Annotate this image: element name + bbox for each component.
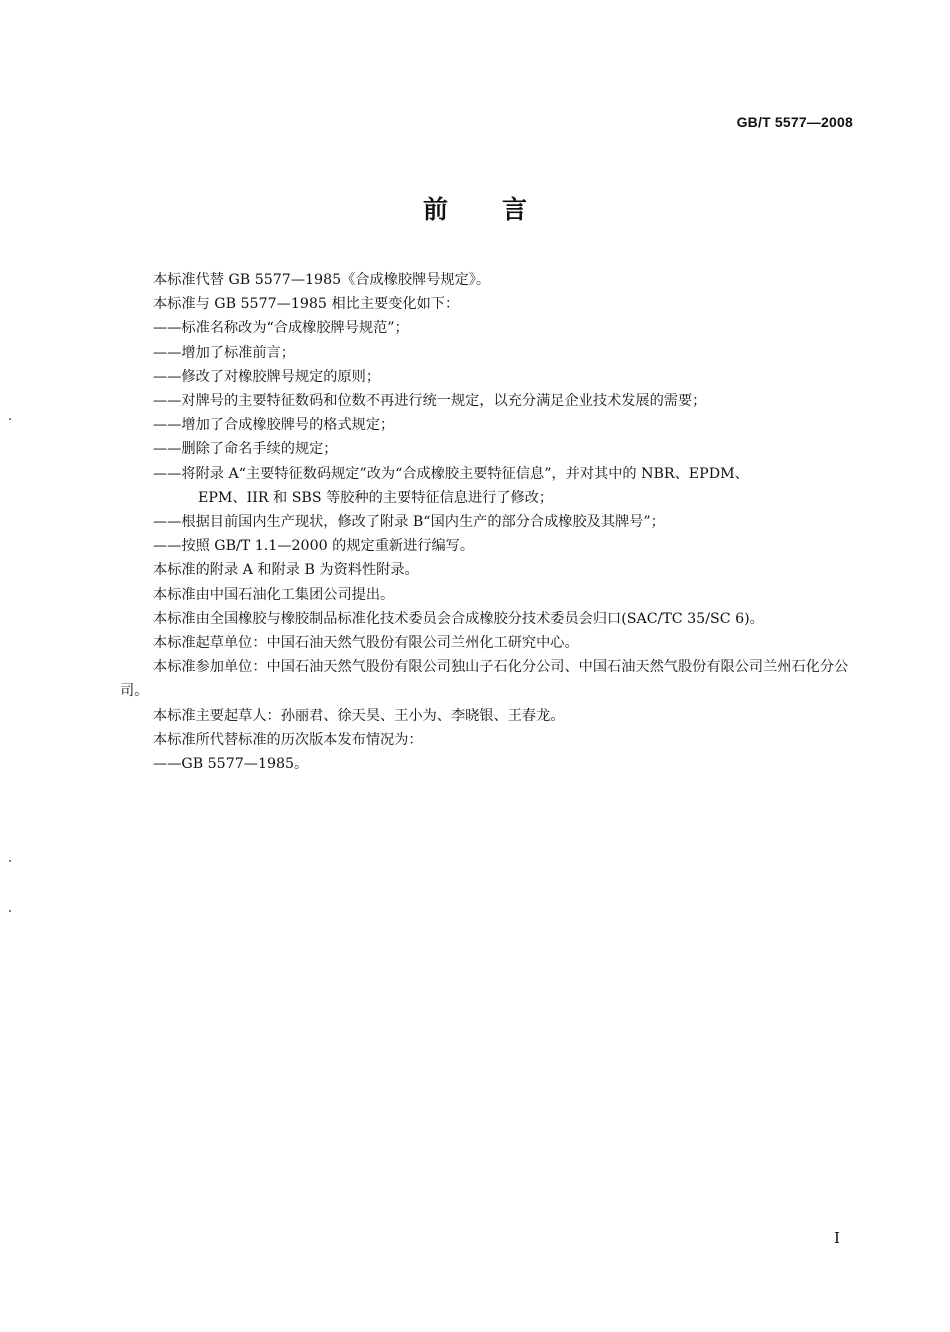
change-item-9: ——按照 GB/T 1.1—2000 的规定重新进行编写。: [153, 538, 475, 555]
page-number: I: [834, 1229, 840, 1247]
scan-speck: [9, 910, 11, 912]
paragraph-history-intro: 本标准所代替标准的历次版本发布情况为：: [153, 731, 423, 748]
paragraph-changes-intro: 本标准与 GB 5577—1985 相比主要变化如下：: [153, 296, 460, 313]
change-item-7-line-2: EPM、IIR 和 SBS 等胶种的主要特征信息进行了修改；: [198, 489, 554, 506]
change-item-1: ——标准名称改为“合成橡胶牌号规范”；: [153, 320, 409, 337]
change-item-7-line-1: ——将附录 A“主要特征数码规定”改为“合成橡胶主要特征信息”，并对其中的 NBR、EPDM、: [153, 465, 749, 482]
paragraph-technical-committee: 本标准由全国橡胶与橡胶制品标准化技术委员会合成橡胶分技术委员会归口(SAC/TC 35/SC 6)。: [153, 610, 764, 627]
paragraph-drafting-unit: 本标准起草单位：中国石油天然气股份有限公司兰州化工研究中心。: [153, 635, 579, 652]
paragraph-drafters: 本标准主要起草人：孙丽君、徐天昊、王小为、李晓银、王春龙。: [153, 707, 565, 724]
change-item-3: ——修改了对橡胶牌号规定的原则；: [153, 368, 381, 385]
change-item-8: ——根据目前国内生产现状，修改了附录 B“国内生产的部分合成橡胶及其牌号”；: [153, 514, 665, 531]
change-item-2: ——增加了标准前言；: [153, 344, 295, 361]
title-char-2: 言: [502, 195, 528, 224]
change-item-6: ——删除了命名手续的规定；: [153, 441, 338, 458]
paragraph-proposed-by: 本标准由中国石油化工集团公司提出。: [153, 586, 395, 603]
paragraph-annexes: 本标准的附录 A 和附录 B 为资料性附录。: [153, 562, 419, 579]
title-char-1: 前: [422, 195, 448, 224]
paragraph-replaces: 本标准代替 GB 5577—1985《合成橡胶牌号规定》。: [153, 272, 491, 288]
change-item-5: ——增加了合成橡胶牌号的格式规定；: [153, 417, 395, 434]
history-item-1: ——GB 5577—1985。: [153, 756, 309, 773]
scan-speck: [9, 418, 11, 420]
change-item-7: [120, 462, 860, 510]
scan-speck: [9, 860, 11, 862]
standard-number: GB/T 5577—2008: [736, 114, 853, 130]
foreword-body: [120, 268, 860, 776]
page-title: [0, 190, 950, 226]
change-item-4: ——对牌号的主要特征数码和位数不再进行统一规定，以充分满足企业技术发展的需要；: [153, 393, 707, 410]
paragraph-participating-units: 本标准参加单位：中国石油天然气股份有限公司独山子石化分公司、中国石油天然气股份有限公司兰州石化分公司。: [120, 659, 849, 700]
